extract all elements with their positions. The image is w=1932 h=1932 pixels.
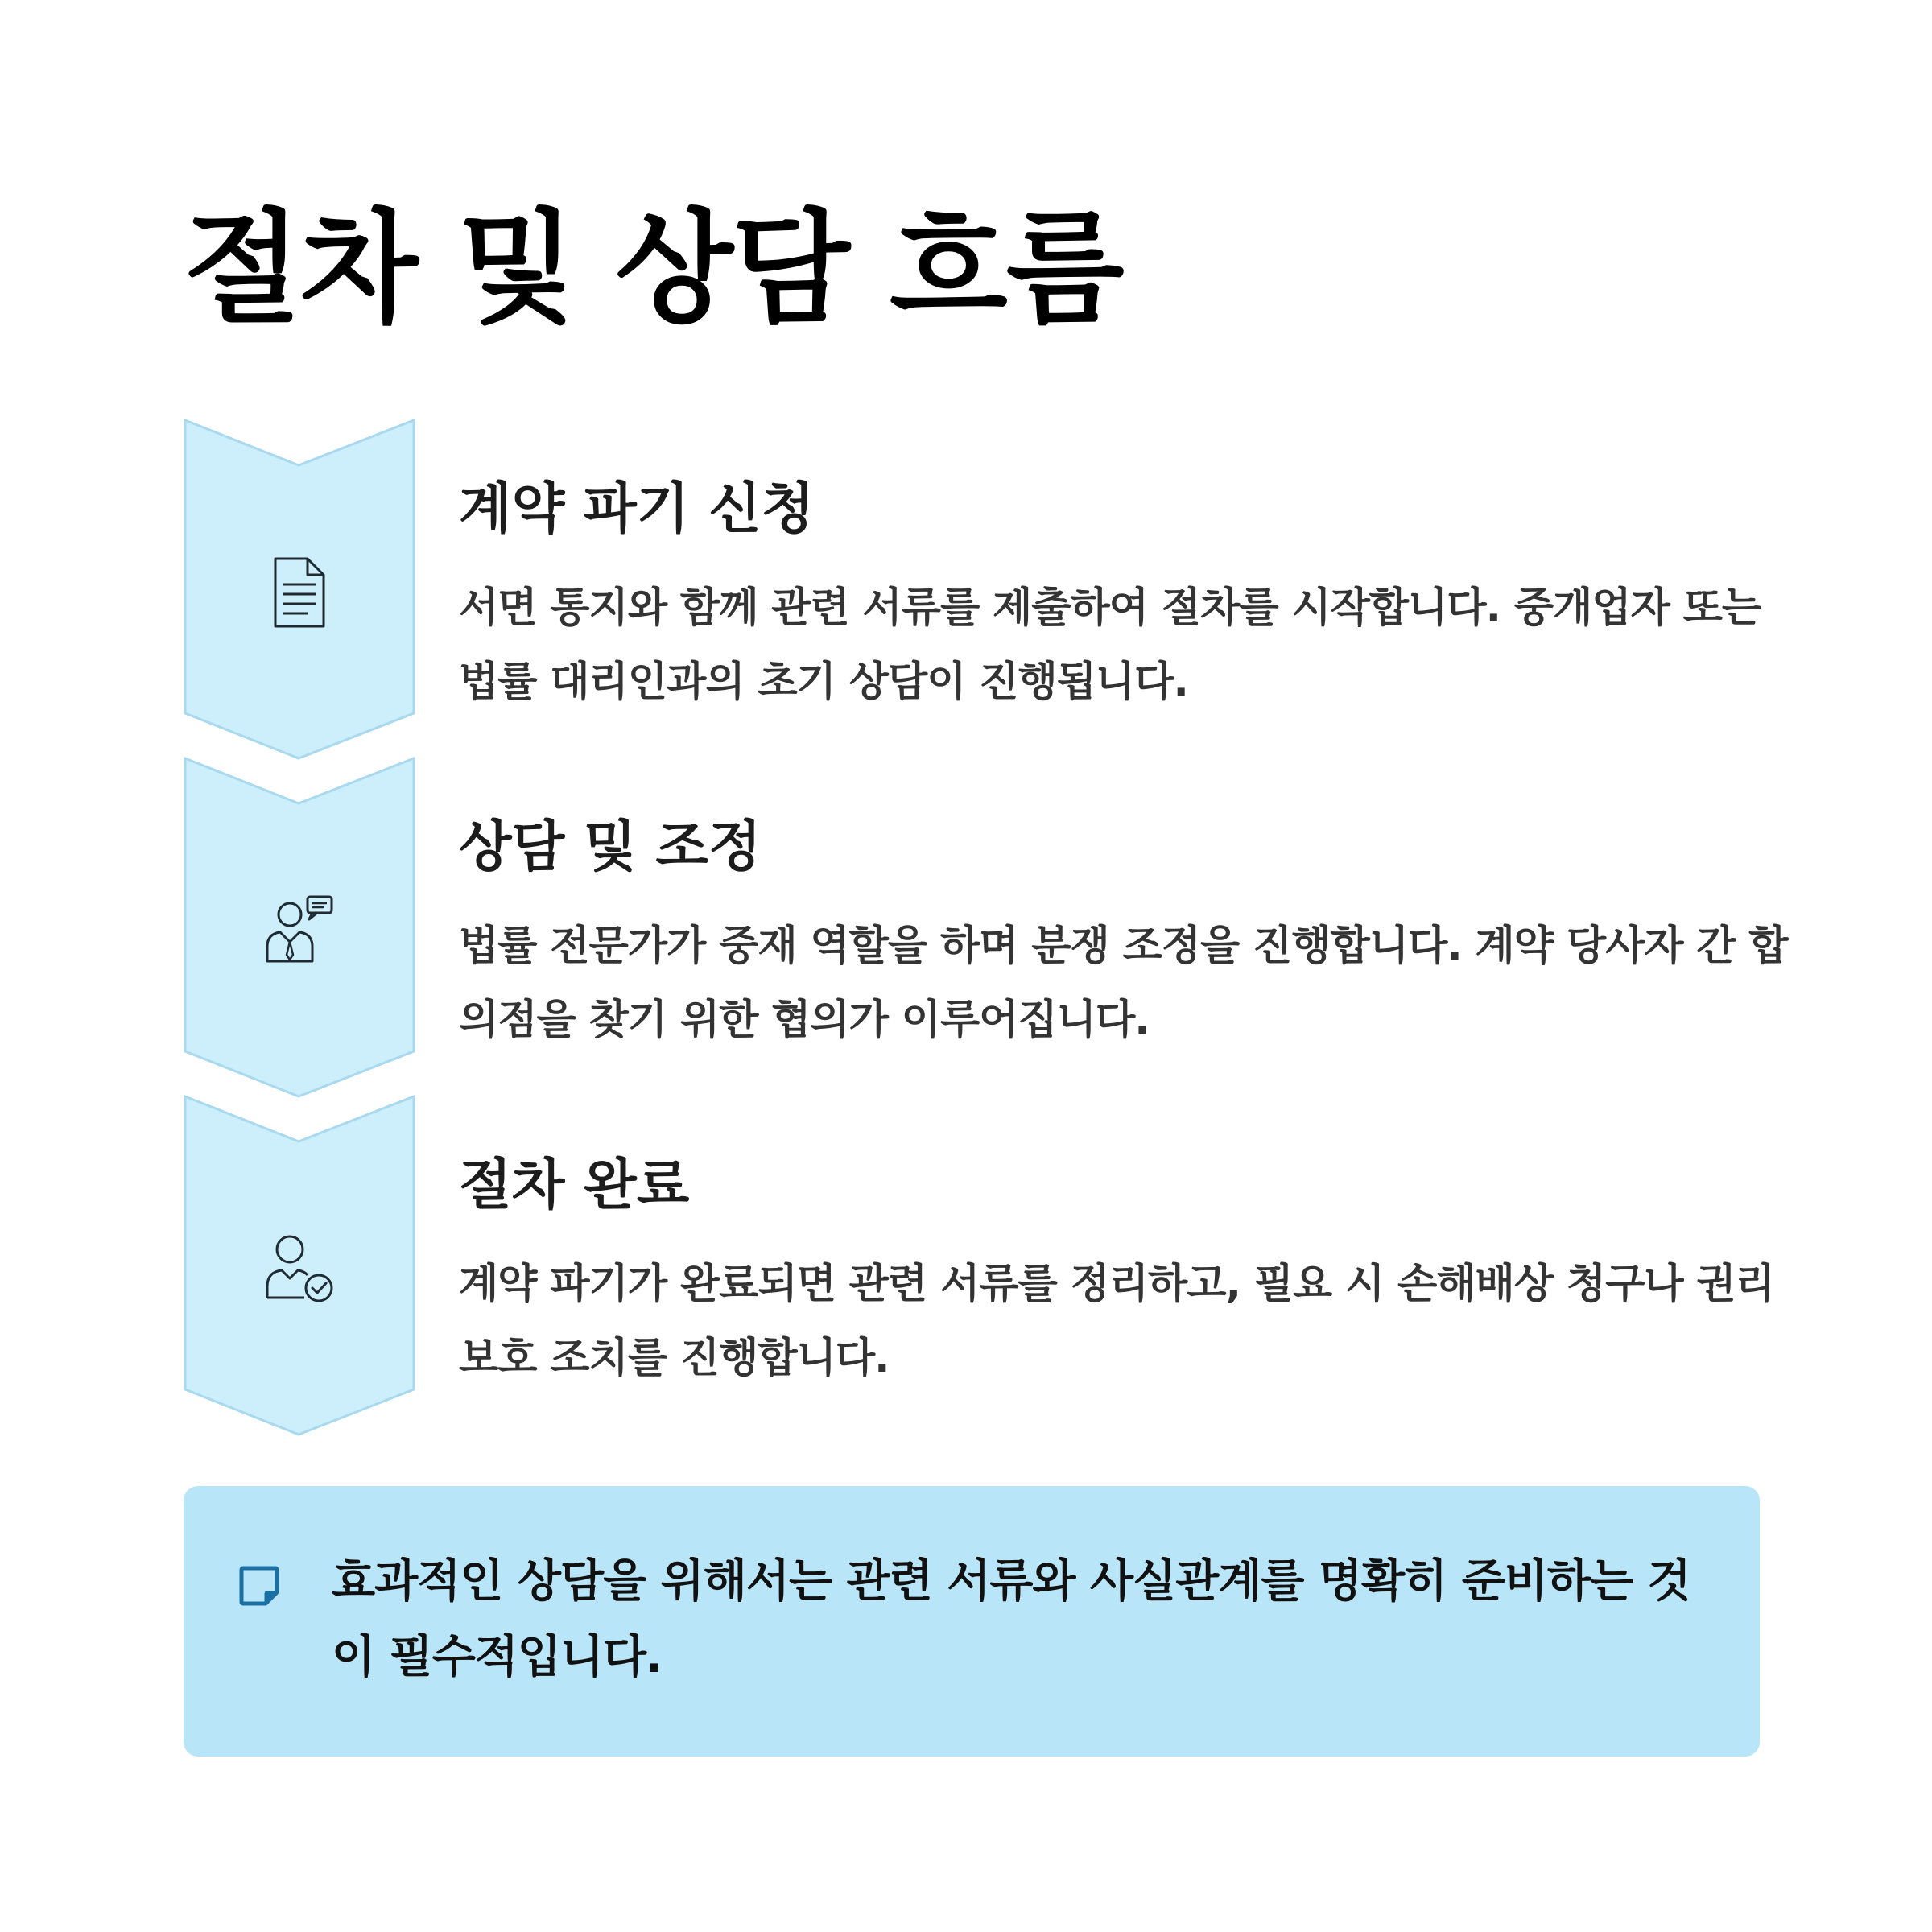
step-heading: 계약 파기 신청: [459, 477, 815, 541]
process-step-3: [184, 1095, 1774, 1436]
step-description: 법률 전문가가 중재 역할을 하며 분쟁 조정을 진행합니다. 계약 당사자 간 합의점을 찾기 위한 협의가 이루어집니다.: [459, 923, 1788, 1044]
page-title: 절차 및 상담 흐름: [184, 197, 1123, 340]
note-text: 효과적인 상담을 위해서는 관련 서류와 사실관계를 명확히 준비하는 것이 필수적입니다.: [332, 1555, 1690, 1683]
sticky-note-icon: [237, 1563, 282, 1608]
step-heading: 상담 및 조정: [459, 815, 762, 879]
process-step-1: [184, 419, 1761, 760]
note-box: [184, 1486, 1760, 1757]
document-icon: [259, 552, 340, 633]
step-description: 서면 통지와 함께 관련 서류를 제출하여 절차를 시작합니다. 중개업자 또는 법률 대리인과의 초기 상담이 진행됩니다.: [459, 584, 1761, 706]
step-heading: 절차 완료: [459, 1154, 690, 1217]
step-description: 계약 파기가 완료되면 관련 서류를 정리하고, 필요 시 손해배상 청구나 권리 보호 조치를 진행합니다.: [459, 1261, 1774, 1382]
consultant-chat-icon: [259, 890, 340, 971]
user-check-icon: [259, 1228, 340, 1309]
process-step-2: [184, 757, 1788, 1098]
